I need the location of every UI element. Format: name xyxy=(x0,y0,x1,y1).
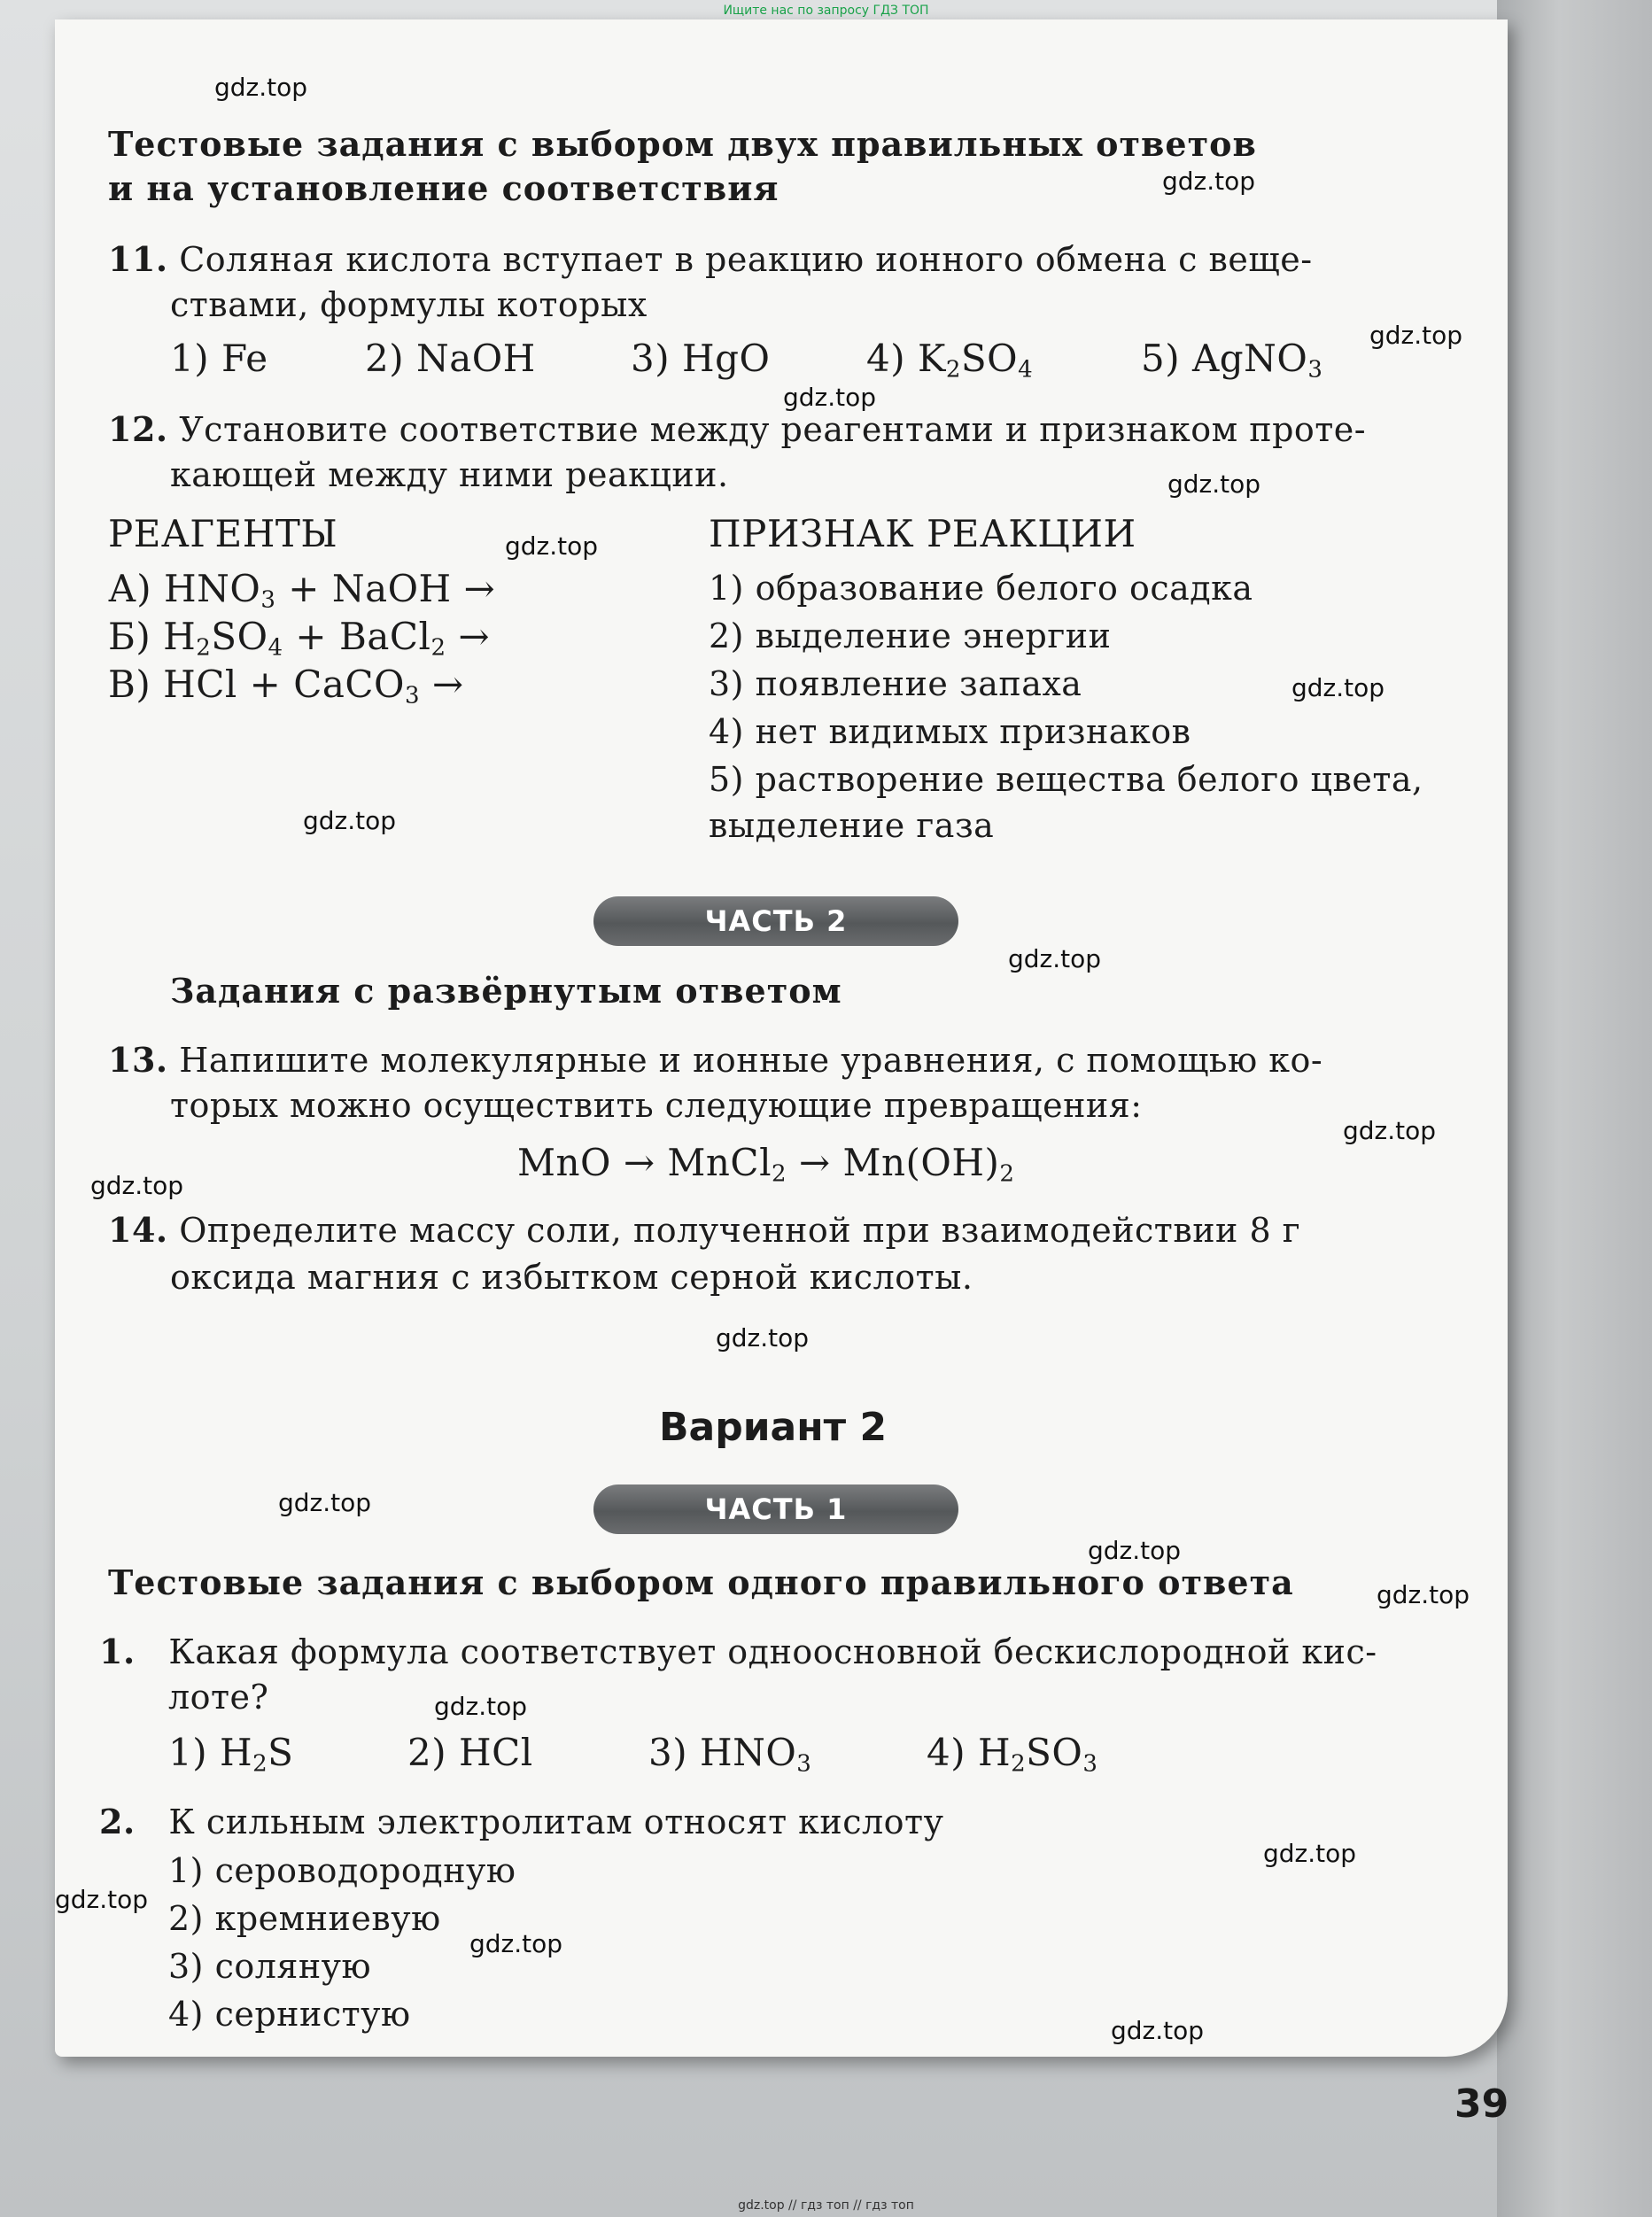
q2-text1: К сильным электролитам относят кислоту xyxy=(168,1802,944,1841)
watermark: gdz.top xyxy=(1291,673,1385,702)
watermark: gdz.top xyxy=(469,1929,563,1958)
section-title-line2: и на установление соответствия xyxy=(108,168,779,208)
q14-text1: Определите массу соли, полученной при взаимодействии 8 г xyxy=(179,1211,1301,1250)
q13-line2: торых можно осуществить следующие превращения: xyxy=(170,1086,1143,1125)
q1-option-3: 3) $HNO_3$ xyxy=(648,1731,812,1778)
q2-line1 xyxy=(99,1802,943,1841)
q14-line1 xyxy=(108,1210,1300,1250)
q12-line2: кающей между ними реакции. xyxy=(170,455,729,494)
watermark: gdz.top xyxy=(434,1692,528,1721)
q12-text1: Установите соответствие между реагентами и признаком проте- xyxy=(179,410,1367,449)
q13-number: 13. xyxy=(108,1040,168,1080)
sign-5-line2: выделение газа xyxy=(709,806,995,845)
watermark: gdz.top xyxy=(783,383,877,412)
q11-line1 xyxy=(108,239,1313,279)
watermark: gdz.top xyxy=(1088,1536,1182,1565)
q12-number: 12. xyxy=(108,409,168,449)
q11-number: 11. xyxy=(108,239,168,279)
q1-line1 xyxy=(99,1632,1377,1671)
watermark: gdz.top xyxy=(1343,1116,1437,1145)
q11-option-5: 5) AgNO$_3$ xyxy=(1141,337,1323,384)
q14-line2: оксида магния с избытком серной кислоты. xyxy=(170,1258,973,1297)
watermark: gdz.top xyxy=(214,73,308,102)
signs-header: ПРИЗНАК РЕАКЦИИ xyxy=(709,512,1136,555)
q2-option-2: 2) кремниевую xyxy=(168,1899,441,1938)
watermark: gdz.top xyxy=(55,1885,149,1914)
variant-title: Вариант 2 xyxy=(659,1405,888,1450)
q11-option-2: 2) NaOH xyxy=(365,337,536,380)
q2-number: 2. xyxy=(99,1802,136,1841)
reagents-header: РЕАГЕНТЫ xyxy=(108,512,338,555)
watermark: gdz.top xyxy=(1008,944,1102,973)
q1-text1: Какая формула соответствует одноосновной бескислородной кис- xyxy=(168,1632,1377,1671)
q11-option-1: 1) Fe xyxy=(170,337,268,380)
sign-3: 3) появление запаха xyxy=(709,664,1082,703)
watermark: gdz.top xyxy=(1263,1839,1357,1868)
q14-number: 14. xyxy=(108,1210,168,1250)
reagent-b: Б) $H_2SO_4$ + BaCl$_2$ → xyxy=(108,615,491,662)
q11-text1: Соляная кислота вступает в реакцию ионного обмена с веще- xyxy=(179,240,1313,279)
part2-title: Задания с развёрнутым ответом xyxy=(170,971,842,1011)
part1-label: ЧАСТЬ 1 xyxy=(593,1484,958,1534)
page-number: 39 xyxy=(1454,2081,1509,2127)
watermark: gdz.top xyxy=(1369,321,1463,350)
q13-line1 xyxy=(108,1040,1322,1080)
section-one-answer-title: Тестовые задания с выбором одного правильного ответа xyxy=(108,1562,1294,1602)
section-title-line1: Тестовые задания с выбором двух правильных ответов xyxy=(108,124,1257,164)
q13-chain: MnO → MnCl$_2$ → $Mn(OH)_2$ xyxy=(517,1141,1015,1188)
bottom-banner: gdz.top // гдз топ // гдз топ xyxy=(738,2198,914,2213)
watermark: gdz.top xyxy=(1167,469,1261,499)
sign-2: 2) выделение энергии xyxy=(709,616,1112,655)
watermark: gdz.top xyxy=(1111,2016,1205,2045)
reagent-c: В) HCl + CaCO$_3$ → xyxy=(108,663,464,709)
q11-line2: ствами, формулы которых xyxy=(170,285,648,324)
watermark: gdz.top xyxy=(505,531,599,561)
q1-option-1: 1) $H_2S$ xyxy=(168,1731,294,1778)
q1-line2: лоте? xyxy=(168,1678,269,1717)
watermark: gdz.top xyxy=(278,1488,372,1517)
q11-option-4: 4) $K_2SO_4$ xyxy=(866,337,1034,384)
q1-option-2: 2) HCl xyxy=(407,1731,533,1774)
top-banner: Ищите нас по запросу ГДЗ ТОП xyxy=(723,4,929,18)
q12-line1 xyxy=(108,409,1366,449)
watermark: gdz.top xyxy=(716,1323,810,1353)
watermark: gdz.top xyxy=(90,1171,184,1200)
part2-label: ЧАСТЬ 2 xyxy=(593,896,958,946)
q11-option-3: 3) HgO xyxy=(631,337,771,380)
q13-text1: Напишите молекулярные и ионные уравнения, с помощью ко- xyxy=(179,1041,1323,1080)
adjacent-page-edge xyxy=(1497,0,1652,2217)
watermark: gdz.top xyxy=(1377,1580,1470,1609)
q1-option-4: 4) $H_2SO_3$ xyxy=(927,1731,1098,1778)
sign-5-line1: 5) растворение вещества белого цвета, xyxy=(709,760,1423,799)
watermark: gdz.top xyxy=(303,806,397,835)
sign-4: 4) нет видимых признаков xyxy=(709,712,1191,751)
q2-option-1: 1) сероводородную xyxy=(168,1851,516,1890)
watermark: gdz.top xyxy=(1162,167,1256,196)
sign-1: 1) образование белого осадка xyxy=(709,569,1253,608)
reagent-a: А) $HNO_3$ + NaOH → xyxy=(108,567,496,614)
q2-option-4: 4) сернистую xyxy=(168,1995,411,2034)
q1-number: 1. xyxy=(99,1632,136,1671)
q2-option-3: 3) соляную xyxy=(168,1947,372,1986)
